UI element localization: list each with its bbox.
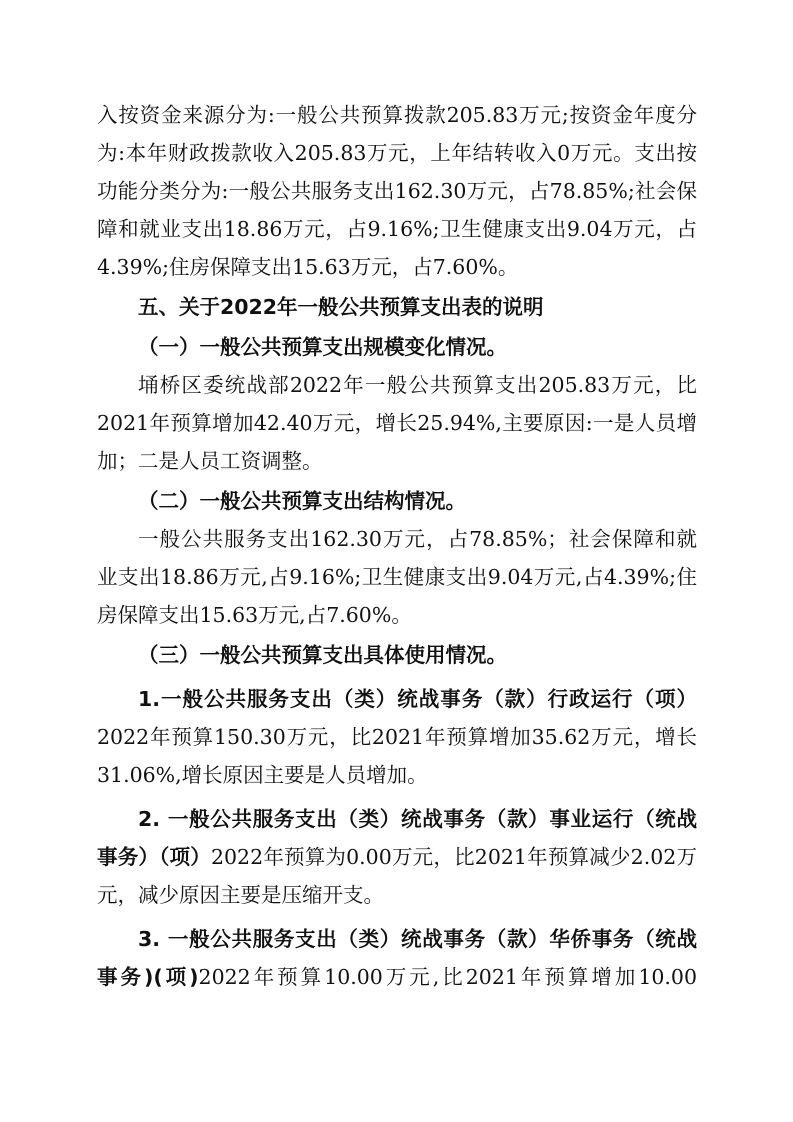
- paragraph-revenue-summary: 入按资金来源分为:一般公共预算拨款205.83万元;按资金年度分为:本年财政拨款收入205.83万元，上年结转收入0万元。支出按功能分类分为:一般公共服务支出162.30万元，占78.85%;社会保障和就业支出18.86万元，占9.16%;卫生健康支出9.04万元，占4.39%;住房保障支出15.63万元，占7.60%。: [97, 103, 697, 279]
- item-1-title: 1.一般公共服务支出（类）统战事务（款）行政运行（项）: [138, 687, 697, 711]
- paragraph-structure: 一般公共服务支出162.30万元，占78.85%；社会保障和就业支出18.86万元,占9.16%;卫生健康支出9.04万元,占4.39%;住房保障支出15.63万元,占7.60%。: [97, 527, 697, 627]
- item-1: [97, 680, 697, 794]
- subsection-heading-structure: （二）一般公共预算支出结构情况。: [138, 489, 466, 513]
- item-1-body: 2022年预算150.30万元，比2021年预算增加35.62万元，增长31.06%,增长原因主要是人员增加。: [97, 725, 697, 787]
- item-2: [97, 800, 697, 914]
- section-heading-5: 五、关于2022年一般公共预算支出表的说明: [138, 295, 544, 319]
- paragraph-scale: 埇桥区委统战部2022年一般公共预算支出205.83万元，比2021年预算增加42.40万元，增长25.94%,主要原因:一是人员增加；二是人员工资调整。: [97, 373, 697, 473]
- subsection-heading-scale: （一）一般公共预算支出规模变化情况。: [138, 335, 507, 359]
- item-2-body: 2022年预算为0.00万元，比2021年预算减少2.02万元，减少原因主要是压缩开支。: [97, 845, 697, 907]
- item-3-body: 2022年预算10.00万元,比2021年预算增加10.00: [198, 965, 698, 989]
- item-2-title: 2. 一般公共服务支出（类）统战事务（款）事业运行（统战事务）（项）: [97, 807, 697, 869]
- item-3-title: 3. 一般公共服务支出（类）统战事务（款）华侨事务（统战事务)(项): [97, 927, 697, 989]
- document-body: [97, 96, 697, 996]
- subsection-heading-usage: （三）一般公共预算支出具体使用情况。: [138, 643, 507, 667]
- item-3: [97, 920, 697, 996]
